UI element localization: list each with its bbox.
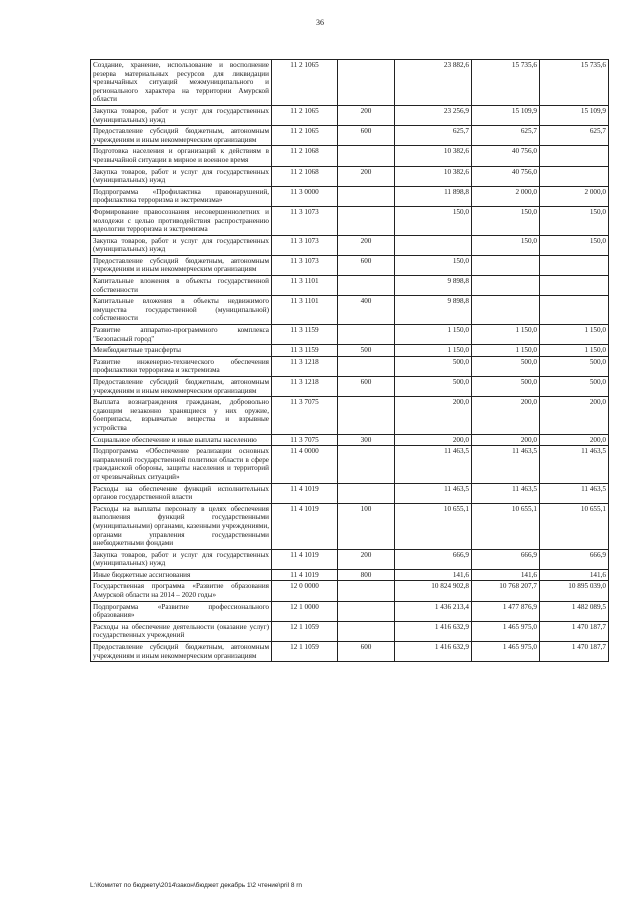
- cell-expense-type: 600: [338, 642, 395, 662]
- cell-expense-type: [338, 186, 395, 206]
- cell-amount-2: 150,0: [472, 235, 540, 255]
- table-row: [91, 235, 609, 255]
- cell-name: Закупка товаров, работ и услуг для государственных (муниципальных) нужд: [91, 105, 272, 125]
- table-row: [91, 126, 609, 146]
- cell-amount-3: 141,6: [540, 569, 609, 581]
- table-row: [91, 276, 609, 296]
- cell-expense-type: [338, 446, 395, 483]
- cell-amount-1: 1 150,0: [395, 325, 472, 345]
- cell-target-code: 11 4 1019: [272, 549, 338, 569]
- cell-amount-2: 200,0: [472, 397, 540, 434]
- cell-target-code: 11 3 1101: [272, 296, 338, 325]
- cell-amount-3: 150,0: [540, 235, 609, 255]
- cell-target-code: 11 3 1218: [272, 377, 338, 397]
- cell-target-code: 11 2 1068: [272, 146, 338, 166]
- cell-expense-type: 600: [338, 377, 395, 397]
- cell-amount-1: 200,0: [395, 397, 472, 434]
- cell-target-code: 11 3 1073: [272, 206, 338, 235]
- cell-name: Межбюджетные трансферты: [91, 345, 272, 357]
- cell-amount-1: 10 382,6: [395, 146, 472, 166]
- cell-amount-3: 15 735,6: [540, 60, 609, 106]
- cell-expense-type: 600: [338, 126, 395, 146]
- cell-name: Закупка товаров, работ и услуг для государственных (муниципальных) нужд: [91, 549, 272, 569]
- cell-amount-3: [540, 296, 609, 325]
- cell-target-code: 12 1 1059: [272, 642, 338, 662]
- cell-amount-1: 9 898,8: [395, 296, 472, 325]
- cell-amount-2: 200,0: [472, 434, 540, 446]
- table-row: [91, 166, 609, 186]
- cell-name: Подготовка населения и организаций к действиям в чрезвычайной ситуации в мирное и военное время: [91, 146, 272, 166]
- cell-name: Предоставление субсидий бюджетным, автономным учреждениям и иным некоммерческим организациям: [91, 126, 272, 146]
- cell-amount-2: 500,0: [472, 356, 540, 376]
- cell-expense-type: [338, 581, 395, 601]
- cell-target-code: 11 3 1218: [272, 356, 338, 376]
- table-row: [91, 356, 609, 376]
- cell-amount-1: 1 416 632,9: [395, 642, 472, 662]
- cell-amount-1: [395, 235, 472, 255]
- cell-expense-type: 200: [338, 549, 395, 569]
- cell-expense-type: [338, 146, 395, 166]
- cell-target-code: 12 1 1059: [272, 621, 338, 641]
- cell-amount-1: 1 436 213,4: [395, 601, 472, 621]
- file-path-footer: L:\Комитет по бюджету\2014\закон\бюджет декабрь 1\2 чтение\pril 8 rn: [90, 882, 303, 889]
- cell-expense-type: [338, 621, 395, 641]
- cell-expense-type: [338, 601, 395, 621]
- cell-name: Расходы на выплаты персоналу в целях обеспечения выполнения функций государственными (муниципальными) органами, казенными учреждениями, органами управления государственными внебюджетными фондами: [91, 503, 272, 549]
- cell-name: Капитальные вложения в объекты государственной собственности: [91, 276, 272, 296]
- cell-target-code: 11 3 1073: [272, 255, 338, 275]
- cell-amount-3: 666,9: [540, 549, 609, 569]
- cell-name: Закупка товаров, работ и услуг для государственных (муниципальных) нужд: [91, 166, 272, 186]
- cell-expense-type: 300: [338, 434, 395, 446]
- page-number: 36: [316, 18, 324, 27]
- cell-amount-2: 141,6: [472, 569, 540, 581]
- cell-amount-3: 1 150,0: [540, 345, 609, 357]
- table-row: [91, 377, 609, 397]
- cell-target-code: 12 1 0000: [272, 601, 338, 621]
- cell-amount-3: 200,0: [540, 397, 609, 434]
- table-row: [91, 549, 609, 569]
- cell-name: Создание, хранение, использование и восполнение резерва материальных ресурсов для ликвидации чрезвычайных ситуаций межмуниципального и регионального характера на территории Амурской области: [91, 60, 272, 106]
- table-row: [91, 581, 609, 601]
- cell-expense-type: 200: [338, 166, 395, 186]
- cell-amount-1: 11 898,8: [395, 186, 472, 206]
- cell-name: Предоставление субсидий бюджетным, автономным учреждениям и иным некоммерческим организациям: [91, 642, 272, 662]
- table-row: [91, 206, 609, 235]
- cell-amount-2: 666,9: [472, 549, 540, 569]
- cell-amount-3: [540, 255, 609, 275]
- cell-amount-1: 23 256,9: [395, 105, 472, 125]
- cell-expense-type: [338, 397, 395, 434]
- cell-amount-3: [540, 166, 609, 186]
- cell-amount-2: 15 735,6: [472, 60, 540, 106]
- cell-amount-2: 10 768 207,7: [472, 581, 540, 601]
- table-row: [91, 186, 609, 206]
- cell-name: Подпрограмма «Профилактика правонарушений, профилактика терроризма и экстремизма»: [91, 186, 272, 206]
- cell-amount-1: 11 463,5: [395, 483, 472, 503]
- cell-target-code: 11 3 1073: [272, 235, 338, 255]
- table-row: [91, 296, 609, 325]
- cell-amount-2: 625,7: [472, 126, 540, 146]
- cell-expense-type: [338, 60, 395, 106]
- cell-target-code: 11 2 1065: [272, 60, 338, 106]
- budget-table: [90, 59, 609, 662]
- cell-amount-1: 150,0: [395, 255, 472, 275]
- cell-expense-type: 100: [338, 503, 395, 549]
- cell-target-code: 11 3 0000: [272, 186, 338, 206]
- cell-expense-type: 200: [338, 235, 395, 255]
- cell-amount-1: 500,0: [395, 356, 472, 376]
- table-row: [91, 146, 609, 166]
- cell-expense-type: 600: [338, 255, 395, 275]
- cell-amount-1: 500,0: [395, 377, 472, 397]
- table-row: [91, 325, 609, 345]
- cell-amount-2: [472, 276, 540, 296]
- cell-expense-type: [338, 276, 395, 296]
- cell-amount-2: 15 109,9: [472, 105, 540, 125]
- cell-amount-3: 200,0: [540, 434, 609, 446]
- cell-target-code: 11 3 1159: [272, 325, 338, 345]
- cell-amount-3: 625,7: [540, 126, 609, 146]
- cell-amount-1: 141,6: [395, 569, 472, 581]
- cell-name: Иные бюджетные ассигнования: [91, 569, 272, 581]
- cell-name: Закупка товаров, работ и услуг для государственных (муниципальных) нужд: [91, 235, 272, 255]
- cell-expense-type: [338, 325, 395, 345]
- cell-amount-1: 9 898,8: [395, 276, 472, 296]
- cell-amount-1: 1 416 632,9: [395, 621, 472, 641]
- cell-amount-2: 1 465 975,0: [472, 621, 540, 641]
- cell-amount-1: 23 882,6: [395, 60, 472, 106]
- cell-expense-type: 400: [338, 296, 395, 325]
- cell-name: Развитие аппаратно-программного комплекса "Безопасный город": [91, 325, 272, 345]
- cell-amount-2: [472, 296, 540, 325]
- cell-name: Предоставление субсидий бюджетным, автономным учреждениям и иным некоммерческим организациям: [91, 377, 272, 397]
- cell-amount-2: 1 465 975,0: [472, 642, 540, 662]
- table-row: [91, 397, 609, 434]
- cell-amount-1: 200,0: [395, 434, 472, 446]
- cell-amount-1: 10 655,1: [395, 503, 472, 549]
- table-row: [91, 642, 609, 662]
- cell-name: Расходы на обеспечение деятельности (оказание услуг) государственных учреждений: [91, 621, 272, 641]
- cell-amount-3: 150,0: [540, 206, 609, 235]
- cell-target-code: 12 0 0000: [272, 581, 338, 601]
- table-row: [91, 621, 609, 641]
- cell-amount-2: 1 150,0: [472, 325, 540, 345]
- cell-name: Развитие инженерно-технического обеспечения профилактики терроризма и экстремизма: [91, 356, 272, 376]
- cell-amount-1: 666,9: [395, 549, 472, 569]
- cell-amount-2: 1 477 876,9: [472, 601, 540, 621]
- cell-name: Государственная программа «Развитие образования Амурской области на 2014 – 2020 годы»: [91, 581, 272, 601]
- cell-target-code: 11 3 1101: [272, 276, 338, 296]
- table-row: [91, 446, 609, 483]
- cell-amount-3: 500,0: [540, 356, 609, 376]
- cell-amount-3: 500,0: [540, 377, 609, 397]
- cell-amount-3: 10 895 039,0: [540, 581, 609, 601]
- cell-expense-type: [338, 483, 395, 503]
- cell-amount-2: 11 463,5: [472, 483, 540, 503]
- cell-expense-type: 800: [338, 569, 395, 581]
- cell-target-code: 11 4 1019: [272, 483, 338, 503]
- cell-name: Подпрограмма «Обеспечение реализации основных направлений государственной политики области в сфере гражданской обороны, защиты населения и территорий от чрезвычайных ситуаций»: [91, 446, 272, 483]
- cell-name: Предоставление субсидий бюджетным, автономным учреждениям и иным некоммерческим организациям: [91, 255, 272, 275]
- cell-amount-3: [540, 146, 609, 166]
- cell-expense-type: [338, 206, 395, 235]
- cell-amount-2: 2 000,0: [472, 186, 540, 206]
- table-row: [91, 434, 609, 446]
- table-row: [91, 345, 609, 357]
- cell-amount-2: 10 655,1: [472, 503, 540, 549]
- cell-amount-1: 10 382,6: [395, 166, 472, 186]
- cell-target-code: 11 2 1065: [272, 126, 338, 146]
- cell-amount-1: 11 463,5: [395, 446, 472, 483]
- table-row: [91, 105, 609, 125]
- cell-amount-2: 40 756,0: [472, 146, 540, 166]
- table-row: [91, 255, 609, 275]
- cell-expense-type: 500: [338, 345, 395, 357]
- cell-target-code: 11 2 1068: [272, 166, 338, 186]
- cell-name: Социальное обеспечение и иные выплаты населению: [91, 434, 272, 446]
- cell-amount-3: 15 109,9: [540, 105, 609, 125]
- cell-amount-1: 150,0: [395, 206, 472, 235]
- table-row: [91, 503, 609, 549]
- table-row: [91, 569, 609, 581]
- cell-amount-3: 1 150,0: [540, 325, 609, 345]
- cell-expense-type: 200: [338, 105, 395, 125]
- cell-name: Формирование правосознания несовершеннолетних и молодежи с целью противодействия распространению идеологии терроризма и экстремизма: [91, 206, 272, 235]
- table-row: [91, 483, 609, 503]
- cell-amount-2: [472, 255, 540, 275]
- cell-name: Подпрограмма «Развитие профессионального образования»: [91, 601, 272, 621]
- cell-expense-type: [338, 356, 395, 376]
- cell-amount-3: 11 463,5: [540, 446, 609, 483]
- cell-amount-2: 150,0: [472, 206, 540, 235]
- cell-amount-3: 10 655,1: [540, 503, 609, 549]
- cell-target-code: 11 4 0000: [272, 446, 338, 483]
- table-row: [91, 60, 609, 106]
- cell-amount-3: 1 482 089,5: [540, 601, 609, 621]
- cell-name: Капитальные вложения в объекты недвижимого имущества государственной (муниципальной) собственности: [91, 296, 272, 325]
- cell-name: Расходы на обеспечение функций исполнительных органов государственной власти: [91, 483, 272, 503]
- cell-amount-3: 2 000,0: [540, 186, 609, 206]
- cell-amount-3: 1 470 187,7: [540, 621, 609, 641]
- cell-amount-1: 625,7: [395, 126, 472, 146]
- cell-target-code: 11 4 1019: [272, 503, 338, 549]
- table-row: [91, 601, 609, 621]
- cell-amount-3: 1 470 187,7: [540, 642, 609, 662]
- cell-target-code: 11 3 7075: [272, 397, 338, 434]
- cell-amount-2: 500,0: [472, 377, 540, 397]
- cell-target-code: 11 4 1019: [272, 569, 338, 581]
- cell-target-code: 11 3 7075: [272, 434, 338, 446]
- cell-amount-2: 1 150,0: [472, 345, 540, 357]
- cell-amount-2: 40 756,0: [472, 166, 540, 186]
- cell-amount-3: 11 463,5: [540, 483, 609, 503]
- cell-name: Выплата вознаграждения гражданам, добровольно сдающим незаконно хранящиеся у них оружие, боеприпасы, взрывчатые вещества и взрывные устройства: [91, 397, 272, 434]
- cell-target-code: 11 3 1159: [272, 345, 338, 357]
- cell-amount-1: 1 150,0: [395, 345, 472, 357]
- cell-amount-1: 10 824 902,8: [395, 581, 472, 601]
- cell-target-code: 11 2 1065: [272, 105, 338, 125]
- cell-amount-3: [540, 276, 609, 296]
- cell-amount-2: 11 463,5: [472, 446, 540, 483]
